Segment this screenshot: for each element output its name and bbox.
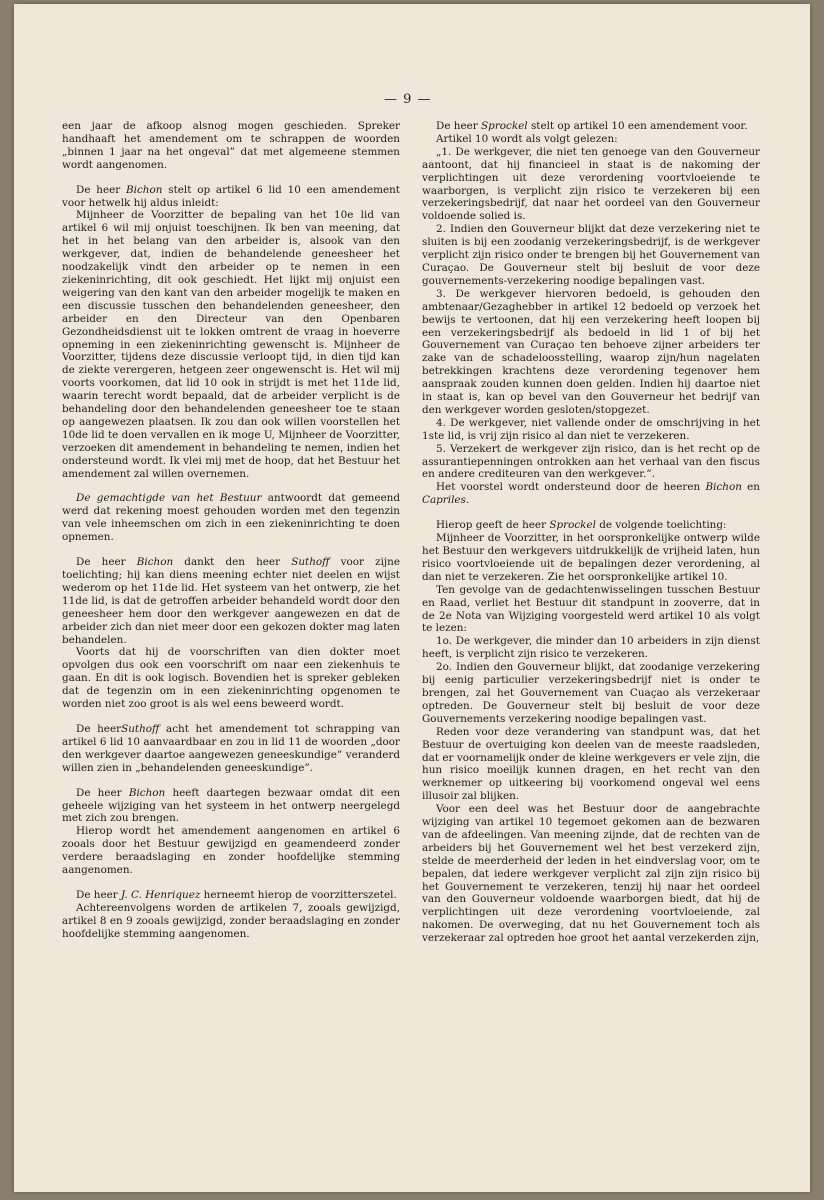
paragraph bbox=[422, 519, 760, 532]
paragraph bbox=[422, 288, 760, 417]
text-run: Ten gevolge van de gedachtenwisselingen tusschen Bestuur en Raad, verliet het Bestuur dit standpunt in zooverre, dat in de 2e Nota van Wijziging voorgesteld werd artikel 10 als volgt te lezen: bbox=[422, 583, 760, 635]
text-run: 2o. Indien den Gouverneur blijkt, dat zoodanige verzekering bij eenig particulier verzekeringsbedrijf niet is onder te brengen, zal het Gouvernement van Cuaçao als verzekeraar optreden. De Gouverneur stelt bij besluit de voor deze Gouvernements verzekering noodige bepalingen vast. bbox=[422, 661, 760, 725]
text-run: 2. Indien den Gouverneur blijkt dat deze verzekering niet te sluiten is bij een zoodanig verzekeringsbedrijf, is de werkgever verplicht zijn risico onder te brengen bij het Gouvernement van Curaçao. De Gouverneur stelt bij besluit de voor deze gouvernements-verzekering noodige bepalingen vast. bbox=[422, 223, 760, 287]
text-run: Mijnheer de Voorzitter, in het oorspronkelijke ontwerp wilde het Bestuur den werkgevers uitdrukkelijk de vrijheid laten, hun risico voortvloeiende uit de bepalingen dezer verordening, al dan niet te verzekeren. Zie het oorspronkelijke artikel 10. bbox=[422, 532, 760, 583]
italic-name: Suthoff bbox=[121, 722, 160, 735]
text-run: Reden voor deze verandering van standpunt was, dat het Bestuur de overtuiging kon deelen van de meeste raadsleden, dat er voornamelijk onder de kleine werkgevers er vele zijn, die hun risico moeilijk kunnen dragen, en het recht van den werknemer op uitkeering bij voorkomend ongeval wel eens illusoir zal blijken. bbox=[422, 725, 760, 803]
paragraph bbox=[422, 133, 760, 146]
text-run: De heer bbox=[76, 556, 137, 569]
text-run: Voor een deel was het Bestuur door de aangebrachte wijziging van artikel 10 tegemoet gekomen aan de bezwaren van de afdeelingen. Van meening zijnde, dat de rechten van de arbeiders bij het Gouvernement wel het best verzekerd zijn, stelde de meerderheid der leden in het eindverslag voor, om te bepalen, dat iedere werkgever verplicht zal zijn zijn risico bij het Gouvernement te verzekeren, tenzij hij naar het oordeel van den Gouverneur voldoende waarborgen biedt, dat hij de verplichtingen uit deze verordening voortvloeiende, zal nakomen. De overweging, dat nu het Gouvernement toch als verzekeraar zal optreden hoe groot het aantal verzekerden zijn, bbox=[422, 803, 760, 945]
text-run: dankt den heer bbox=[173, 556, 292, 569]
paragraph bbox=[62, 120, 400, 172]
text-run: Het voorstel wordt ondersteund door de heeren bbox=[436, 481, 706, 494]
italic-name: Bichon bbox=[136, 556, 174, 569]
text-run: „1. De werkgever, die niet ten genoege van den Gouverneur aantoont, dat hij financieel in staat is de nakoming der verplichtingen uit deze verordening voortvloeiende te waarborgen, is verplicht zijn risico te verzekeren bij een verzekeringsbedrijf, dat naar het oordeel van den Gouverneur voldoende solied is. bbox=[422, 145, 760, 223]
text-run: De heer bbox=[76, 722, 122, 735]
text-run: De heer bbox=[76, 183, 127, 196]
italic-name: J. C. Henriquez bbox=[121, 888, 201, 901]
text-run: antwoordt dat gemeend werd dat rekening moest gehouden worden met den tegenzin van vele inheemschen om zich in een ziekeninrichting te doen opnemen. bbox=[62, 492, 400, 544]
paragraph bbox=[422, 417, 760, 443]
italic-name: De gemachtigde van het Bestuur bbox=[76, 492, 262, 505]
paragraph bbox=[62, 902, 400, 941]
text-run: Voorts dat hij de voorschriften van dien dokter moet opvolgen dus ook een voorschrift om naar een ziekenhuis te gaan. En dit is ook logisch. Bovendien het is spreker gebleken dat de tegenzin om in een ziekeninrichting opgenomen te worden niet zoo groot is als wel eens beweerd wordt. bbox=[62, 646, 400, 711]
text-run: Hierop wordt het amendement aangenomen en artikel 6 zooals door het Bestuur gewijzigd en geamendeerd zonder verdere beraadslaging en zonder hoofdelijke stemming aangenomen. bbox=[62, 825, 400, 877]
paragraph bbox=[62, 723, 400, 775]
text-run: Achtereenvolgens worden de artikelen 7, zooals gewijzigd, artikel 8 en 9 zooals gewijzigd, zonder beraadslaging en zonder hoofdelijke stemming aangenomen. bbox=[62, 901, 400, 940]
text-run: de volgende toelichting: bbox=[595, 519, 727, 532]
document-page bbox=[14, 4, 810, 1192]
italic-name: Sprockel bbox=[481, 120, 528, 132]
paragraph bbox=[62, 787, 400, 826]
page-number: — 9 — bbox=[384, 92, 432, 107]
text-run: 4. De werkgever, niet vallende onder de omschrijving in het 1ste lid, is vrij zijn risico al dan niet te verzekeren. bbox=[422, 416, 760, 442]
paragraph bbox=[422, 481, 760, 507]
text-run: De heer bbox=[76, 888, 122, 901]
paragraph bbox=[422, 584, 760, 636]
text-run: stelt op artikel 10 een amendement voor. bbox=[527, 120, 748, 132]
text-run: De heer bbox=[76, 786, 129, 799]
italic-name: Suthoff bbox=[291, 556, 330, 569]
text-run: en bbox=[741, 481, 760, 494]
text-run: 3. De werkgever hiervoren bedoeld, is gehouden den ambtenaar/Gezaghebber in artikel 12 bedoeld op verzoek het bewijs te vertoonen, dat hij een verzekering heeft loopen bij een verzekeringsbedrijf als bedoeld in lid 1 of bij het Gouvernement van Curaçao ten behoeve zijner arbeiders ter zake van de schadeloosstelling, waarop zijn/hun nagelaten betrekkingen krachtens deze verordening tegenover hem aanspraak zouden kunnen doen gelden. Indien hij daartoe niet in staat is, kan op bevel van den Gouverneur het bedrijf van den werkgever worden gesloten/stopgezet. bbox=[422, 287, 760, 416]
paragraph bbox=[62, 556, 400, 646]
text-run: 5. Verzekert de werkgever zijn risico, dan is het recht op de assurantiepenningen ontrokken aan het verhaal van den fiscus en andere crediteuren van den werkgever.”. bbox=[422, 442, 760, 481]
paragraph bbox=[62, 889, 400, 902]
text-run: een jaar de afkoop alsnog mogen geschieden. Spreker handhaaft het amendement om te schrappen de woorden „binnen 1 jaar na het ongeval” dat met algemeene stemmen wordt aangenomen. bbox=[62, 120, 400, 171]
text-run: Mijnheer de Voorzitter de bepaling van het 10e lid van artikel 6 wil mij onjuist toeschijnen. Ik ben van meening, dat het in het belang van den arbeider is, alsook van den werkgever, dat, indien de behandelende geneesheer het noodzakelijk vindt den arbeider op te nemen in een ziekeninrichting, dit ook geschiedt. Het lijkt mij onjuist een weigering van den kant van den arbeider mogelijk te maken en een discussie tusschen den behandelenden geneesheer, den arbeider en den Directeur van den Openbaren Gezondheidsdienst uit te lokken omtrent de vraag in hoeverre opneming in een ziekeninrichting gewenscht is. Mijnheer de Voorzitter, tijdens deze discussie verloopt tijd, in dien tijd kan de ziekte verergeren, hetgeen zeer ongewenscht is. Het wil mij voorts voorkomen, dat lid 10 ook in strijdt is met het 11de lid, waarin terecht wordt bepaald, dat de arbeider verplicht is de behandeling door den behandelenden geneesheer toe te staan op aangewezen plaatsen. Ik zou dan ook willen voorstellen het 10de lid te doen vervallen en ik moge U, Mijnheer de Voorzitter, verzoeken dit amendement in behandeling te nemen, indien het ondersteund wordt. Ik vlei mij met de hoop, dat het Bestuur het amendement zal willen overnemen. bbox=[62, 209, 400, 480]
text-run: herneemt hierop de voorzitterszetel. bbox=[200, 888, 397, 901]
text-run: acht het amendement tot schrapping van artikel 6 lid 10 aanvaardbaar en zou in lid 11 de woorden „door den werkgever daartoe aangewezen geneeskundige” veranderd willen zien in „behandelenden geneeskundige”. bbox=[62, 722, 400, 774]
left-column bbox=[62, 120, 400, 941]
paragraph bbox=[62, 209, 400, 480]
paragraph bbox=[422, 803, 760, 945]
paragraph bbox=[62, 646, 400, 711]
text-run: . bbox=[465, 494, 470, 507]
italic-name: Sprockel bbox=[549, 519, 596, 532]
paragraph bbox=[422, 726, 760, 803]
italic-name: Bichon bbox=[705, 481, 742, 494]
text-run: stelt op artikel 6 lid 10 een amendement voor hetwelk hij aldus inleidt: bbox=[62, 183, 400, 209]
text-run: Artikel 10 wordt als volgt gelezen: bbox=[436, 132, 618, 145]
paragraph bbox=[62, 825, 400, 877]
paragraph bbox=[422, 532, 760, 584]
italic-name: Bichon bbox=[126, 183, 163, 196]
italic-name: Bichon bbox=[128, 786, 166, 799]
right-column bbox=[422, 120, 760, 945]
text-run: De heer bbox=[436, 120, 482, 132]
text-run: 1o. De werkgever, die minder dan 10 arbeiders in zijn dienst heeft, is verplicht zijn risico te verzekeren. bbox=[422, 635, 760, 661]
paragraph bbox=[422, 120, 760, 133]
italic-name: Capriles bbox=[422, 494, 466, 507]
paragraph bbox=[62, 492, 400, 544]
paragraph bbox=[62, 184, 400, 210]
text-run: Hierop geeft de heer bbox=[436, 519, 550, 532]
text-run: heeft daartegen bezwaar omdat dit een geheele wijziging van het systeem in het ontwerp neergelegd met zich zou brengen. bbox=[62, 786, 401, 825]
paragraph bbox=[422, 635, 760, 661]
paragraph bbox=[422, 443, 760, 482]
paragraph bbox=[422, 146, 760, 223]
text-run: voor zijne toelichting; hij kan diens meening echter niet deelen en wijst wederom op het 11de lid. Het systeem van het ontwerp, zie het 11de lid, is dat de getroffen arbeider behandeld wordt door den geneesheer hem door den werkgever aangewezen en dat de arbeider zich dan niet meer door een gekozen dokter mag laten behandelen. bbox=[62, 556, 400, 646]
paragraph bbox=[422, 661, 760, 726]
paragraph bbox=[422, 223, 760, 288]
